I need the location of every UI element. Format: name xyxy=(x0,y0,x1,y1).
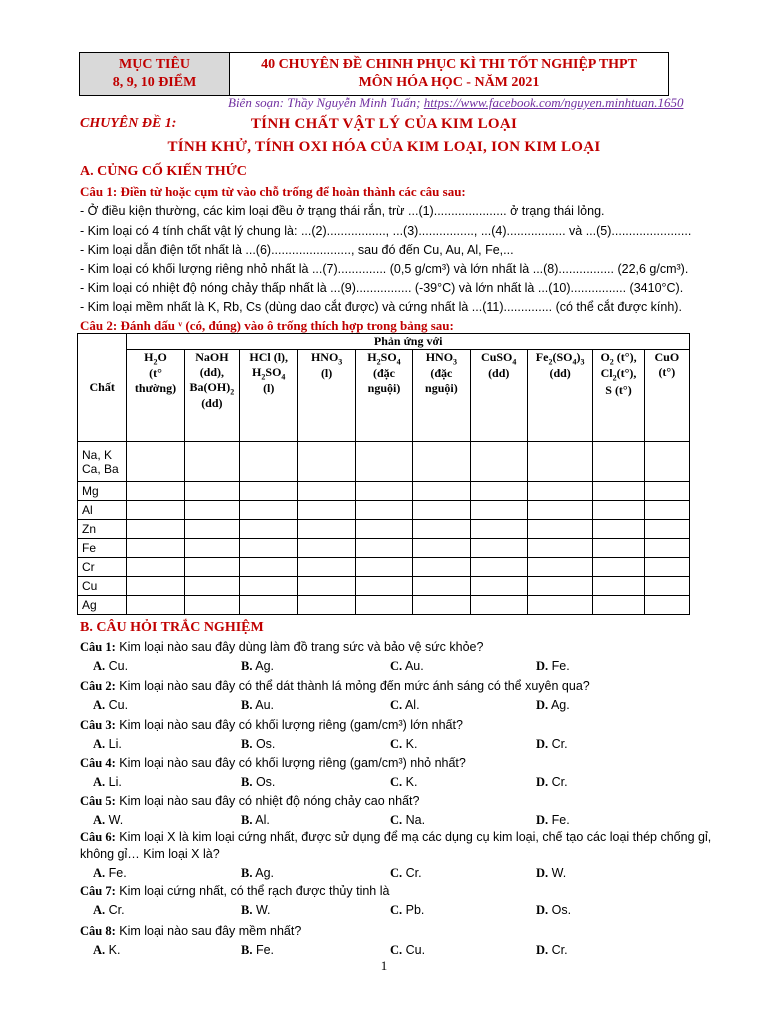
answer-option[interactable] xyxy=(536,813,570,828)
check-cell[interactable] xyxy=(184,596,239,615)
answer-text: Pb. xyxy=(405,903,425,917)
answer-text: Cr. xyxy=(108,903,125,917)
section-a-question-1: Câu 1: Điền từ hoặc cụm từ vào chỗ trống để hoàn thành các câu sau: xyxy=(80,184,466,199)
check-cell[interactable] xyxy=(527,442,592,482)
answer-option[interactable] xyxy=(93,698,128,713)
answer-text: K. xyxy=(405,737,418,751)
check-cell[interactable] xyxy=(184,558,239,577)
table-row xyxy=(78,520,690,539)
author-line xyxy=(228,95,683,111)
answer-letter: A. xyxy=(93,659,106,673)
header-series-line1: 40 CHUYÊN ĐỀ CHINH PHỤC KÌ THI TỐT NGHIỆP THPT xyxy=(261,57,637,72)
section-a-title: A. CỦNG CỐ KIẾN THỨC xyxy=(80,164,247,179)
check-cell[interactable] xyxy=(240,501,298,520)
answer-letter: A. xyxy=(93,698,106,712)
fill-line: - Kim loại mềm nhất là K, Rb, Cs (dùng dao cắt được) và cứng nhất là ...(11).............. (có thể cắt được kính). xyxy=(80,300,682,314)
check-cell[interactable] xyxy=(413,558,470,577)
check-cell[interactable] xyxy=(527,482,592,501)
header-goal-line2: 8, 9, 10 ĐIỂM xyxy=(112,75,197,90)
metal-cell: Ag xyxy=(78,596,127,615)
answer-letter: D. xyxy=(536,866,549,880)
answer-letter: A. xyxy=(93,813,106,827)
answer-text: Cr. xyxy=(551,737,568,751)
check-cell[interactable] xyxy=(593,539,644,558)
answer-option[interactable] xyxy=(241,866,274,881)
question-stem-continued: không gỉ… Kim loại X là? xyxy=(80,847,220,861)
answer-option[interactable] xyxy=(93,943,120,958)
col-h2so4-dn: $H_2SO_4$ (đặc nguội) xyxy=(355,350,412,442)
answer-option[interactable] xyxy=(390,903,424,918)
header-goal xyxy=(80,53,230,95)
topic-label: CHUYÊN ĐỀ 1: xyxy=(80,116,177,131)
question-number: Câu 5: xyxy=(80,794,116,808)
answer-text: Os. xyxy=(255,737,276,751)
question-number: Câu 2: xyxy=(80,679,116,693)
check-cell[interactable] xyxy=(240,596,298,615)
question-text xyxy=(80,679,590,694)
check-cell[interactable] xyxy=(240,539,298,558)
answer-text: W. xyxy=(108,813,124,827)
answer-letter: B. xyxy=(241,903,253,917)
author-text: Biên soạn: Thầy Nguyễn Minh Tuấn; xyxy=(228,95,424,110)
check-cell[interactable] xyxy=(470,442,527,482)
check-cell[interactable] xyxy=(470,482,527,501)
fill-line: - Kim loại có 4 tính chất vật lý chung là: ...(2)................., ...(3)................, ...(4)................. và ...(5)....................... xyxy=(80,224,692,238)
answer-option[interactable] xyxy=(536,775,568,790)
metal-cell: Cr xyxy=(78,558,127,577)
metal-name: Na, K xyxy=(82,447,113,462)
table-group-header: Phản ứng với xyxy=(127,334,690,350)
header-box xyxy=(79,52,669,96)
check-cell[interactable] xyxy=(127,596,184,615)
check-cell[interactable] xyxy=(184,482,239,501)
check-cell[interactable] xyxy=(593,596,644,615)
check-cell[interactable] xyxy=(355,520,412,539)
check-cell[interactable] xyxy=(470,558,527,577)
check-cell[interactable] xyxy=(527,558,592,577)
check-cell[interactable] xyxy=(355,482,412,501)
answer-text: Fe. xyxy=(551,659,570,673)
answer-option[interactable] xyxy=(536,866,566,881)
check-cell[interactable] xyxy=(527,577,592,596)
col-naoh: NaOH (dd), $Ba(OH)_2$ (dd) xyxy=(184,350,239,442)
check-cell[interactable] xyxy=(593,558,644,577)
check-cell[interactable] xyxy=(184,577,239,596)
check-cell[interactable] xyxy=(298,520,355,539)
answer-letter: A. xyxy=(93,737,106,751)
section-a-question-2: Câu 2: Đánh dấu ᵛ (có, đúng) vào ô trống thích hợp trong bảng sau: xyxy=(80,318,454,333)
question-stem: Kim loại nào sau đây có khối lượng riêng (gam/cm³) lớn nhất? xyxy=(115,718,463,732)
question-stem: Kim loại nào sau đây mềm nhất? xyxy=(115,924,302,938)
answer-option[interactable] xyxy=(536,659,570,674)
question-stem: Kim loại nào sau đây có khối lượng riêng (gam/cm³) nhỏ nhất? xyxy=(115,756,466,770)
check-cell[interactable] xyxy=(470,501,527,520)
col-cuso4: CuSO$_4$ (dd) xyxy=(470,350,527,442)
check-cell[interactable] xyxy=(355,501,412,520)
check-cell[interactable] xyxy=(127,520,184,539)
check-cell[interactable] xyxy=(298,558,355,577)
metal-cell: Al xyxy=(78,501,127,520)
topic-title-2: TÍNH KHỬ, TÍNH OXI HÓA CỦA KIM LOẠI, ION KIM LOẠI xyxy=(167,139,601,155)
answer-letter: B. xyxy=(241,659,253,673)
check-cell[interactable] xyxy=(355,442,412,482)
answer-letter: C. xyxy=(390,903,403,917)
check-cell[interactable] xyxy=(298,577,355,596)
answer-option[interactable] xyxy=(241,698,274,713)
check-cell[interactable] xyxy=(644,482,689,501)
check-cell[interactable] xyxy=(644,558,689,577)
table-row xyxy=(78,501,690,520)
answer-text: Cr. xyxy=(551,775,568,789)
question-stem: Kim loại nào sau đây dùng làm đồ trang sức và bảo vệ sức khỏe? xyxy=(115,640,484,654)
check-cell[interactable] xyxy=(298,596,355,615)
check-cell[interactable] xyxy=(127,501,184,520)
check-cell[interactable] xyxy=(644,539,689,558)
col-fe2so43: $Fe_2(SO_4)_3$ (dd) xyxy=(527,350,592,442)
answer-option[interactable] xyxy=(93,775,122,790)
col-hno3-l: $HNO_3$ (l) xyxy=(298,350,355,442)
answer-option[interactable] xyxy=(241,775,275,790)
answer-option[interactable] xyxy=(390,737,417,752)
check-cell[interactable] xyxy=(413,442,470,482)
question-text xyxy=(80,718,463,733)
answer-option[interactable] xyxy=(390,943,425,958)
answer-text: W. xyxy=(551,866,567,880)
check-cell[interactable] xyxy=(240,482,298,501)
answer-letter: B. xyxy=(241,813,253,827)
reaction-table xyxy=(77,333,690,615)
check-cell[interactable] xyxy=(355,558,412,577)
answer-letter: B. xyxy=(241,737,253,751)
question-text xyxy=(80,756,466,771)
answer-text: Cu. xyxy=(405,943,426,957)
check-cell[interactable] xyxy=(240,520,298,539)
question-number: Câu 3: xyxy=(80,718,116,732)
answer-letter: C. xyxy=(390,775,403,789)
check-cell[interactable] xyxy=(413,577,470,596)
answer-letter: D. xyxy=(536,775,549,789)
check-cell[interactable] xyxy=(413,501,470,520)
col-hno3-dn: $HNO_3$ (đặc nguội) xyxy=(413,350,470,442)
answer-letter: D. xyxy=(536,943,549,957)
answer-option[interactable] xyxy=(536,903,571,918)
answer-letter: C. xyxy=(390,659,403,673)
check-cell[interactable] xyxy=(127,442,184,482)
answer-text: Fe. xyxy=(255,943,275,957)
answer-text: Cu. xyxy=(108,698,129,712)
metal-cell xyxy=(78,442,127,482)
check-cell[interactable] xyxy=(644,501,689,520)
answer-text: Al. xyxy=(404,698,420,712)
page-number: 1 xyxy=(380,958,388,973)
header-series xyxy=(230,53,668,95)
check-cell[interactable] xyxy=(298,539,355,558)
answer-option[interactable] xyxy=(390,813,425,828)
check-cell[interactable] xyxy=(298,442,355,482)
answer-letter: B. xyxy=(241,943,253,957)
answer-option[interactable] xyxy=(536,737,568,752)
check-cell[interactable] xyxy=(527,539,592,558)
answer-text: K. xyxy=(405,775,418,789)
answer-letter: D. xyxy=(536,813,549,827)
check-cell[interactable] xyxy=(184,501,239,520)
check-cell[interactable] xyxy=(355,539,412,558)
answer-option[interactable] xyxy=(93,737,122,752)
check-cell[interactable] xyxy=(355,577,412,596)
table-row xyxy=(78,442,690,482)
table-row xyxy=(78,482,690,501)
answer-letter: A. xyxy=(93,866,106,880)
check-cell[interactable] xyxy=(240,577,298,596)
col-h2o: $H_2O$ (t° thường) xyxy=(127,350,184,442)
check-cell[interactable] xyxy=(184,520,239,539)
check-cell[interactable] xyxy=(644,577,689,596)
answer-text: Fe. xyxy=(551,813,570,827)
check-cell[interactable] xyxy=(413,482,470,501)
question-stem: Kim loại cứng nhất, có thể rạch được thủy tinh là xyxy=(115,884,390,898)
answer-text: Ag. xyxy=(255,866,275,880)
question-text xyxy=(80,794,419,809)
check-cell[interactable] xyxy=(470,520,527,539)
table-row xyxy=(78,558,690,577)
answer-letter: C. xyxy=(390,813,403,827)
answer-letter: B. xyxy=(241,775,253,789)
answer-letter: B. xyxy=(241,866,253,880)
answer-letter: C. xyxy=(390,943,403,957)
answer-letter: C. xyxy=(390,866,403,880)
col-hcl: HCl (l), $H_2SO_4$ (l) xyxy=(240,350,298,442)
check-cell[interactable] xyxy=(527,501,592,520)
answer-letter: D. xyxy=(536,659,549,673)
check-cell[interactable] xyxy=(184,442,239,482)
check-cell[interactable] xyxy=(470,577,527,596)
answer-letter: A. xyxy=(93,775,106,789)
question-text xyxy=(80,830,711,845)
fill-line: - Kim loại dẫn điện tốt nhất là ...(6)......................., sau đó đến Cu, Au, Al, Fe,... xyxy=(80,243,514,257)
author-link[interactable]: https://www.facebook.com/nguyen.minhtuan.1650 xyxy=(423,95,684,110)
check-cell[interactable] xyxy=(413,520,470,539)
table-header-chat: Chất xyxy=(78,334,127,442)
answer-text: Au. xyxy=(404,659,424,673)
question-number: Câu 8: xyxy=(80,924,116,938)
check-cell[interactable] xyxy=(644,442,689,482)
check-cell[interactable] xyxy=(644,596,689,615)
answer-option[interactable] xyxy=(93,659,128,674)
answer-option[interactable] xyxy=(241,813,270,828)
answer-option[interactable] xyxy=(390,659,424,674)
check-cell[interactable] xyxy=(470,539,527,558)
answer-text: Cu. xyxy=(108,659,129,673)
question-text xyxy=(80,640,483,655)
check-cell[interactable] xyxy=(298,482,355,501)
answer-option[interactable] xyxy=(241,659,274,674)
answer-text: Na. xyxy=(405,813,426,827)
check-cell[interactable] xyxy=(298,501,355,520)
check-cell[interactable] xyxy=(127,482,184,501)
table-row xyxy=(78,539,690,558)
header-goal-line1: MỤC TIÊU xyxy=(119,57,190,72)
answer-option[interactable] xyxy=(390,698,420,713)
answer-option[interactable] xyxy=(241,903,271,918)
table-row xyxy=(78,596,690,615)
answer-text: Al. xyxy=(255,813,270,827)
check-cell[interactable] xyxy=(644,520,689,539)
question-number: Câu 1: xyxy=(80,640,116,654)
check-cell[interactable] xyxy=(184,539,239,558)
answer-text: K. xyxy=(108,943,121,957)
question-number: Câu 7: xyxy=(80,884,116,898)
answer-text: W. xyxy=(255,903,271,917)
check-cell[interactable] xyxy=(240,442,298,482)
answer-letter: B. xyxy=(241,698,253,712)
answer-letter: A. xyxy=(93,943,106,957)
answer-text: Cr. xyxy=(405,866,422,880)
fill-line: - Kim loại có nhiệt độ nóng chảy thấp nhất là ...(9)................ (-39°C) và lớn nhất là ...(10)................ (3410°C). xyxy=(80,281,684,295)
answer-option[interactable] xyxy=(241,737,275,752)
metal-name: Ca, Ba xyxy=(82,461,119,476)
check-cell[interactable] xyxy=(127,539,184,558)
answer-text: Au. xyxy=(255,698,275,712)
answer-text: Os. xyxy=(255,775,276,789)
question-text xyxy=(80,884,389,899)
answer-option[interactable] xyxy=(93,866,127,881)
col-cuo: CuO (t°) xyxy=(644,350,689,442)
answer-letter: A. xyxy=(93,903,106,917)
check-cell[interactable] xyxy=(593,520,644,539)
metal-cell: Cu xyxy=(78,577,127,596)
answer-letter: C. xyxy=(390,698,403,712)
answer-option[interactable] xyxy=(93,813,123,828)
question-stem: Kim loại nào sau đây có thể dát thành lá mỏng đến mức ánh sáng có thể xuyên qua? xyxy=(115,679,590,693)
col-o2-cl2-s: $O_2$ (t°), $Cl_2(t^\circ)$, S (t°) xyxy=(593,350,644,442)
answer-letter: C. xyxy=(390,737,403,751)
answer-text: Os. xyxy=(551,903,572,917)
check-cell[interactable] xyxy=(127,558,184,577)
check-cell[interactable] xyxy=(355,596,412,615)
answer-text: Cr. xyxy=(551,943,568,957)
check-cell[interactable] xyxy=(593,442,644,482)
check-cell[interactable] xyxy=(470,596,527,615)
answer-text: Li. xyxy=(108,775,122,789)
metal-cell: Fe xyxy=(78,539,127,558)
table-row xyxy=(78,577,690,596)
answer-text: Li. xyxy=(108,737,122,751)
header-series-line2: MÔN HÓA HỌC - NĂM 2021 xyxy=(358,75,540,90)
question-stem: Kim loại nào sau đây có nhiệt độ nóng chảy cao nhất? xyxy=(115,794,420,808)
answer-text: Ag. xyxy=(255,659,275,673)
section-b-title: B. CÂU HỎI TRẮC NGHIỆM xyxy=(80,620,264,635)
check-cell[interactable] xyxy=(527,520,592,539)
topic-title-1: TÍNH CHẤT VẬT LÝ CỦA KIM LOẠI xyxy=(250,116,518,132)
answer-option[interactable] xyxy=(390,866,422,881)
answer-letter: D. xyxy=(536,737,549,751)
fill-line: - Ở điều kiện thường, các kim loại đều ở trạng thái rắn, trừ ...(1)..................... ở trạng thái lỏng. xyxy=(80,204,605,218)
check-cell[interactable] xyxy=(413,596,470,615)
check-cell[interactable] xyxy=(593,501,644,520)
question-text xyxy=(80,924,301,939)
answer-option[interactable] xyxy=(536,698,570,713)
check-cell[interactable] xyxy=(127,577,184,596)
answer-option[interactable] xyxy=(390,775,417,790)
answer-text: Fe. xyxy=(108,866,127,880)
answer-option[interactable] xyxy=(241,943,274,958)
answer-letter: D. xyxy=(536,903,549,917)
answer-text: Ag. xyxy=(550,698,570,712)
metal-cell: Zn xyxy=(78,520,127,539)
check-cell[interactable] xyxy=(240,558,298,577)
check-cell[interactable] xyxy=(527,596,592,615)
question-number: Câu 4: xyxy=(80,756,116,770)
answer-option[interactable] xyxy=(536,943,568,958)
question-stem: Kim loại X là kim loại cứng nhất, được sử dụng để mạ các dụng cụ kim loại, chế tạo các loại thép chống gỉ, xyxy=(115,830,712,844)
metal-cell: Mg xyxy=(78,482,127,501)
check-cell[interactable] xyxy=(593,577,644,596)
check-cell[interactable] xyxy=(593,482,644,501)
check-cell[interactable] xyxy=(413,539,470,558)
answer-option[interactable] xyxy=(93,903,125,918)
fill-line: - Kim loại có khối lượng riêng nhỏ nhất là ...(7).............. (0,5 g/cm³) và lớn nhất là ...(8)................ (22,6 g/cm³). xyxy=(80,262,689,276)
question-number: Câu 6: xyxy=(80,830,116,844)
answer-letter: D. xyxy=(536,698,549,712)
